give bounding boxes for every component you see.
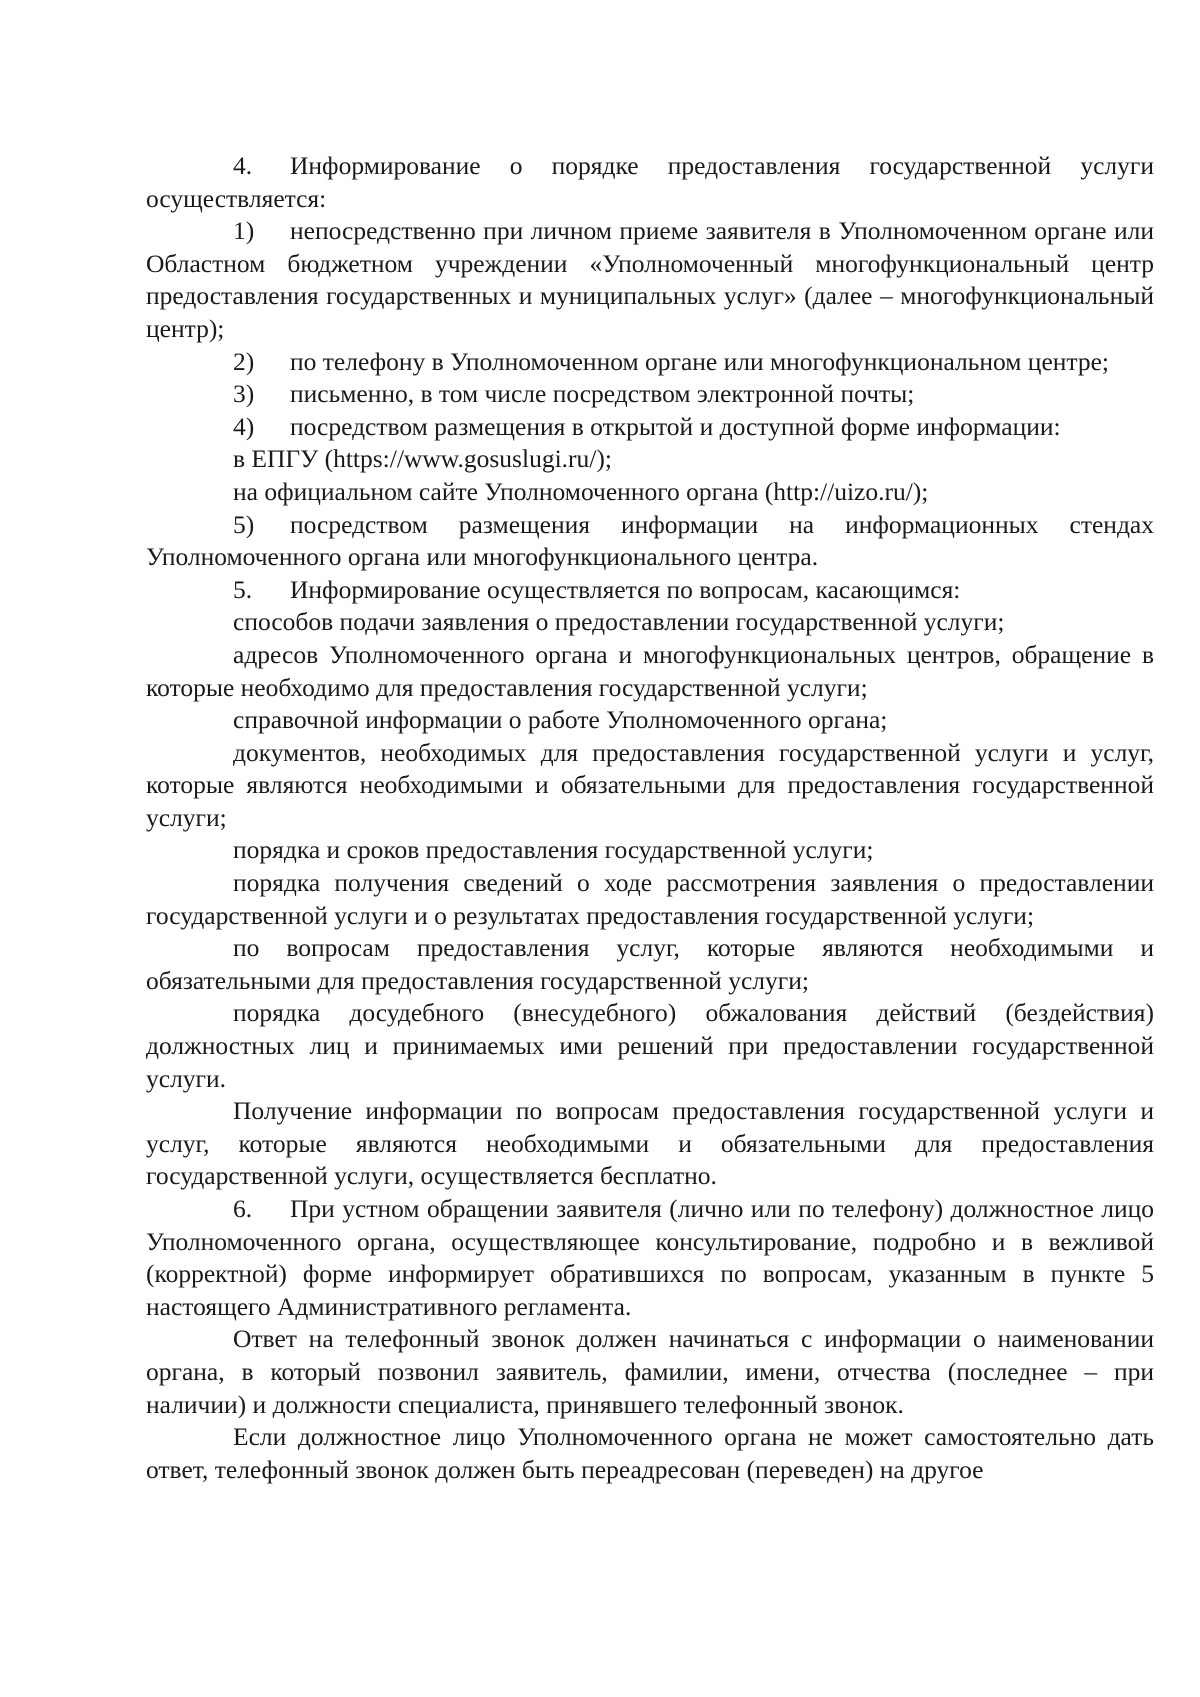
paragraph-phone-answer [146,1323,1154,1421]
paragraph-free-info [146,1095,1154,1193]
paragraph-official-site [146,476,1154,509]
paragraph-5-services [146,932,1154,997]
document-page [146,150,1154,1486]
paragraph-5-progress [146,867,1154,932]
paragraph-4 [146,150,1154,215]
paragraph-text: письменно, в том числе посредством электронной почты; [290,379,915,409]
paragraph-6 [146,1193,1154,1323]
item-number: 5. [233,574,253,604]
paragraph-text: Получение информации по вопросам предоставления государственной услуги и услуг, которые являются необходимыми и обязательными для предоставления государственной услуги, осуществляется бесплатно. [146,1096,1154,1191]
item-number: 2) [233,346,255,376]
paragraph-text: При устном обращении заявителя (лично или по телефону) должностное лицо Уполномоченного органа, осуществляющее консультирование, подробно и в вежливой (корректной) форме информирует обратившихся по вопросам, указанным в пункте 5 настоящего Административного регламента. [146,1194,1154,1321]
paragraph-text: порядка и сроков предоставления государственной услуги; [233,835,874,865]
paragraph-text: Информирование о порядке предоставления государственной услуги осуществляется: [146,151,1154,213]
paragraph-text: Ответ на телефонный звонок должен начинаться с информации о наименовании органа, в который позвонил заявитель, фамилии, имени, отчества (последнее – при наличии) и должности специалиста, принявшего телефонный звонок. [146,1324,1154,1419]
paragraph-5-methods [146,606,1154,639]
item-number: 5) [233,509,255,539]
paragraph-4-5 [146,509,1154,574]
paragraph-text: справочной информации о работе Уполномоченного органа; [233,705,888,735]
item-number: 4. [233,151,253,180]
item-number: 1) [233,216,255,246]
paragraph-5-appeal [146,997,1154,1095]
paragraph-text: на официальном сайте Уполномоченного органа (http://uizo.ru/); [233,476,929,506]
paragraph-text: документов, необходимых для предоставления государственной услуги и услуг, которые являются необходимыми и обязательными для предоставления государственной услуги; [146,737,1154,832]
paragraph-text: адресов Уполномоченного органа и многофункциональных центров, обращение в которые необходимо для предоставления государственной услуги; [146,639,1154,702]
item-number: 3) [233,379,255,409]
paragraph-4-1 [146,215,1154,345]
paragraph-text: посредством размещения в открытой и доступной форме информации: [290,411,1061,441]
paragraph-text: по телефону в Уполномоченном органе или многофункциональном центре; [290,346,1110,376]
paragraph-4-4 [146,411,1154,444]
paragraph-text: Информирование осуществляется по вопросам, касающимся: [290,574,961,604]
item-number: 6. [233,1194,253,1223]
paragraph-text: способов подачи заявления о предоставлении государственной услуги; [233,607,1005,637]
item-number: 4) [233,411,255,441]
paragraph-5-reference [146,704,1154,737]
paragraph-text: порядка досудебного (внесудебного) обжалования действий (бездействия) должностных лиц и принимаемых ими решений при предоставлении государственной услуги. [146,998,1154,1093]
paragraph-5-documents [146,737,1154,835]
paragraph-text: посредством размещения информации на информационных стендах Уполномоченного органа или многофункционального центра. [146,509,1154,572]
paragraph-text: в ЕПГУ (https://www.gosuslugi.ru/); [233,444,612,474]
paragraph-5 [146,574,1154,607]
paragraph-text: по вопросам предоставления услуг, которые являются необходимыми и обязательными для предоставления государственной услуги; [146,933,1154,995]
paragraph-redirect [146,1421,1154,1486]
paragraph-epgu [146,443,1154,476]
paragraph-5-terms [146,834,1154,867]
paragraph-text: Если должностное лицо Уполномоченного органа не может самостоятельно дать ответ, телефонный звонок должен быть переадресован (переведен) на другое [146,1422,1154,1484]
paragraph-5-addresses [146,639,1154,704]
paragraph-4-3 [146,378,1154,411]
paragraph-text: непосредственно при личном приеме заявителя в Уполномоченном органе или Областном бюджетном учреждении «Уполномоченный многофункциональный центр предоставления государственных и муниципальных услуг» (далее – многофункциональный центр); [146,216,1154,343]
paragraph-text: порядка получения сведений о ходе рассмотрения заявления о предоставлении государственной услуги и о результатах предоставления государственной услуги; [146,868,1154,930]
paragraph-4-2 [146,346,1154,379]
